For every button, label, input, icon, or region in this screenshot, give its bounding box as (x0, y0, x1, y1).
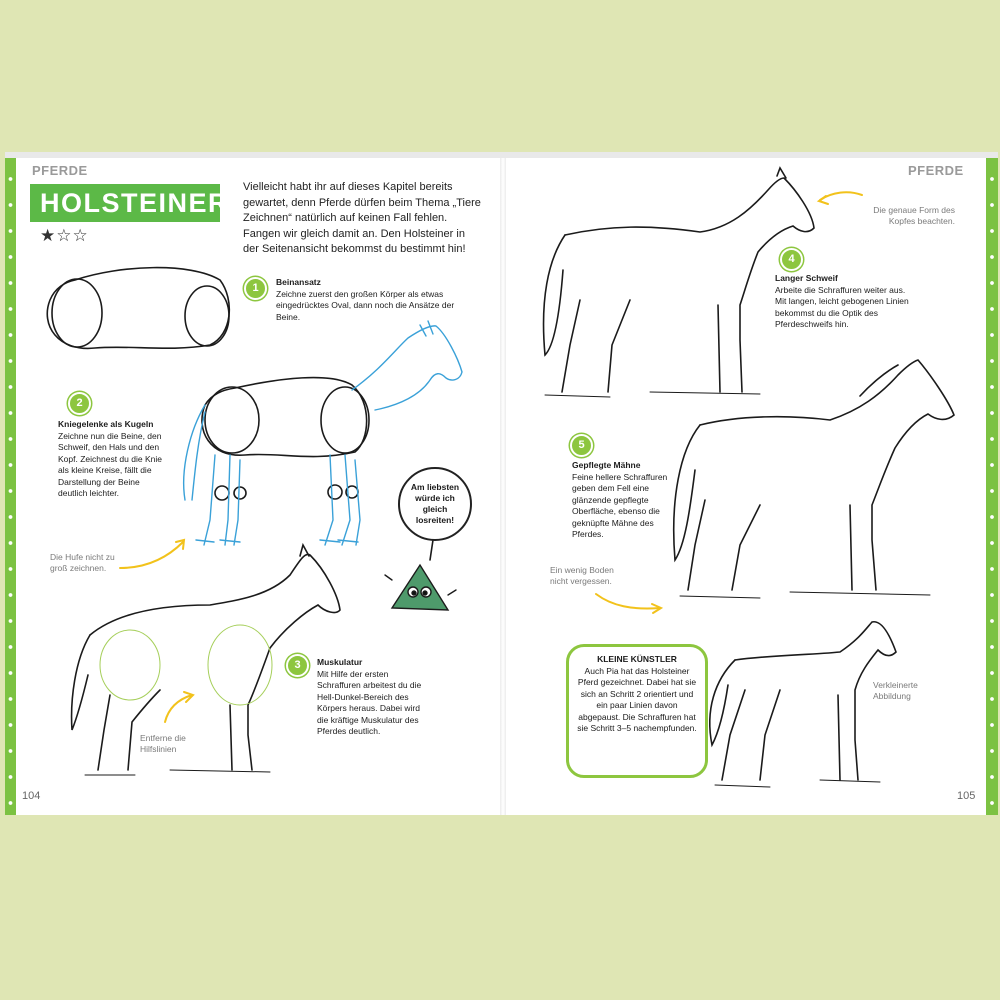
step-3-text: Mit Hilfe der ersten Schraffuren arbeitest du die Hell-Dunkel-Bereich des Körpers heraus. Dabei wird die kräftige Muskulatur des Pferdes deutlich. (317, 668, 422, 736)
step-1-heading: Beinansatz (276, 277, 321, 287)
note-head: Die genaue Form des Kopfes beachten. (873, 205, 955, 226)
step-2-text: Zeichne nun die Beine, den Schweif, den Hals und den Kopf. Zeichnest du die Knie als kleine Kreise, fällt die Darstellung der Beine deutlich leichter. (58, 430, 162, 498)
step-badge-5: 5 (570, 434, 593, 457)
page-number-left: 104 (22, 790, 41, 802)
step-3 (317, 657, 429, 738)
note-hooves: Die Hufe nicht zu groß zeichnen. (50, 552, 115, 573)
note-small: Verkleinerte Abbildung (873, 680, 918, 701)
mascot-triangle (385, 565, 456, 610)
step-badge-2: 2 (68, 392, 91, 415)
page-title: HOLSTEINER (30, 184, 220, 222)
speech-bubble (398, 467, 472, 541)
step-5-text: Feine hellere Schraffuren geben dem Fell eine glänzende gepflegte Oberfläche, ebenso die geknüpfte Mähne des Pferdes. (572, 471, 668, 539)
note-ground: Ein wenig Boden nicht vergessen. (550, 565, 614, 586)
note-helplines: Entferne die Hilfslinien (140, 733, 186, 754)
section-label-right: PFERDE (908, 163, 964, 178)
step-5-heading: Gepflegte Mähne (572, 460, 641, 470)
step-2 (58, 419, 166, 500)
step-4-text: Arbeite die Schraffuren weiter aus. Mit langen, leicht gebogenen Linien bekommst du die Optik des Pferdeschweifs hin. (775, 284, 909, 329)
step5-horse-sketch (674, 360, 954, 598)
difficulty-stars: ★☆☆ (40, 226, 89, 245)
step-badge-3: 3 (286, 654, 309, 677)
step-badge-1: 1 (244, 277, 267, 300)
step-badge-4: 4 (780, 248, 803, 271)
speech-bubble-text: Am liebsten würde ich gleich losreiten! (410, 482, 460, 525)
step-3-heading: Muskulatur (317, 657, 363, 667)
step1-oval-sketch (47, 268, 229, 349)
step-1-text: Zeichne zuerst den großen Körper als etwas eingedrücktes Oval, dann noch die Ansätze der Beine. (276, 288, 455, 322)
step-2-heading: Kniegelenke als Kugeln (58, 419, 154, 429)
step2-construction-sketch (202, 378, 369, 500)
step-1 (276, 277, 476, 323)
section-label-left: PFERDE (32, 163, 88, 178)
kids-horse-sketch (710, 622, 896, 787)
step-4 (775, 273, 915, 331)
step-4-heading: Langer Schweif (775, 273, 838, 283)
intro-text: Vielleicht habt ihr auf dieses Kapitel bereits gewartet, denn Pferde dürfen beim Thema „Tiere Zeichnen“ natürlich auf keinen Fall fehlen. Fangen wir gleich damit an. Den Holsteiner in der Seitenansicht bekommst du bestimmt hin! (243, 181, 481, 255)
step4-horse-sketch (544, 168, 814, 397)
artist-box-heading: KLEINE KÜNSTLER (597, 654, 677, 664)
bubble-tail (430, 540, 433, 560)
artist-box-text: Auch Pia hat das Holsteiner Pferd gezeichnet. Dabei hat sie sich an Schritt 2 orientiert und ein paar Linien davon abgepaust. Die Schraffuren hat sie Schritt 3–5 nachempfunden. (577, 665, 697, 733)
page-number-right: 105 (957, 790, 976, 802)
step-5 (572, 460, 680, 541)
kleine-kuenstler-box (566, 644, 708, 778)
